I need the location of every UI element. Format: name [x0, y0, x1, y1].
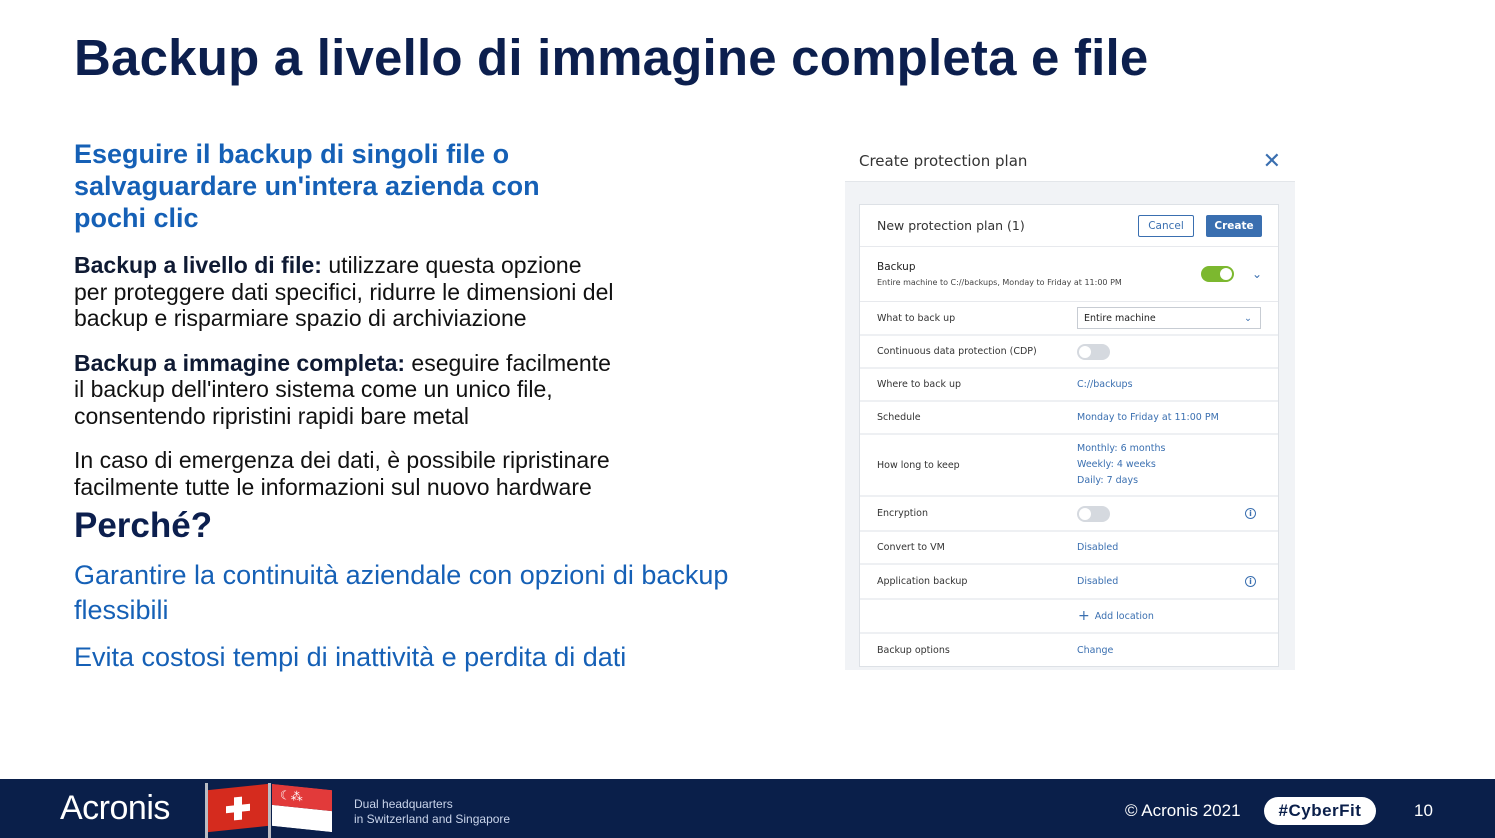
file-level-paragraph [74, 252, 614, 332]
swiss-flag-icon [208, 784, 268, 832]
convert-to-vm-link[interactable]: Disabled [1077, 542, 1119, 553]
row-label: Schedule [877, 412, 921, 423]
schedule-link[interactable]: Monday to Friday at 11:00 PM [1077, 412, 1219, 423]
row-label: What to back up [877, 312, 956, 324]
row-label: Convert to VM [877, 542, 945, 553]
backup-toggle[interactable] [1201, 266, 1234, 282]
row-label: Application backup [877, 576, 968, 587]
cdp-toggle[interactable] [1077, 344, 1110, 360]
singapore-flag-icon: ☾⁂ [272, 784, 332, 832]
image-level-paragraph [74, 350, 614, 430]
image-level-bold: Backup a immagine completa: [74, 349, 406, 376]
backup-section [860, 247, 1278, 302]
info-icon[interactable]: i [1245, 576, 1256, 587]
application-backup-row [860, 565, 1278, 600]
row-label: Where to back up [877, 379, 962, 390]
plan-header [860, 205, 1278, 247]
plan-card [859, 204, 1279, 667]
hq-line: Dual headquarters [354, 797, 453, 811]
row-label: Backup options [877, 644, 950, 656]
chevron-down-icon[interactable]: ⌄ [1251, 267, 1262, 281]
where-to-back-up-link[interactable]: C://backups [1077, 379, 1133, 390]
benefit-item: Evita costosi tempi di inattività e perdita di dati [74, 642, 627, 672]
create-protection-plan-dialog [845, 140, 1295, 670]
why-heading: Perché? [74, 506, 213, 545]
what-to-back-up-row [860, 302, 1278, 336]
backup-options-link[interactable]: Change [1077, 644, 1114, 656]
retention-monthly: Monthly: 6 months [1077, 443, 1166, 454]
plan-name[interactable]: New protection plan (1) [877, 218, 1025, 233]
row-label: Continuous data protection (CDP) [877, 346, 1037, 357]
dialog-header [845, 140, 1295, 182]
plus-icon: + [1078, 608, 1090, 624]
encryption-row [860, 497, 1278, 532]
image-level-text: eseguire facilmente il backup dell'intero sistema come un unico file, consentendo ripristini rapidi bare metal [74, 349, 611, 429]
left-column [74, 138, 794, 675]
retention-row [860, 435, 1278, 497]
slide-title: Backup a livello di immagine completa e file [74, 29, 1149, 86]
retention-link[interactable] [1077, 441, 1165, 489]
backup-section-description: Entire machine to C://backups, Monday to Friday at 11:00 PM [877, 278, 1122, 287]
headquarters-note [354, 797, 510, 827]
backup-section-title: Backup [877, 261, 916, 273]
hq-line: in Switzerland and Singapore [354, 812, 511, 826]
retention-weekly: Weekly: 4 weeks [1077, 459, 1156, 470]
info-icon[interactable]: i [1245, 508, 1256, 519]
add-location-label: Add location [1094, 610, 1154, 622]
create-button[interactable]: Create [1206, 215, 1262, 237]
add-location-button[interactable] [860, 600, 1278, 634]
acronis-logo: Acronis [60, 789, 170, 827]
file-level-text: utilizzare questa opzione per proteggere dati specifici, ridurre le dimensioni del backup e risparmiare spazio di archiviazione [74, 252, 614, 331]
what-to-back-up-select[interactable] [1077, 307, 1261, 329]
retention-daily: Daily: 7 days [1077, 475, 1139, 486]
close-icon[interactable]: ✕ [1262, 147, 1281, 173]
subheading: Eseguire il backup di singoli file o salvaguardare un'intera azienda con pochi clic [74, 139, 540, 233]
benefit-item: Garantire la continuità aziendale con opzioni di backup flessibili [74, 560, 729, 625]
row-label: Encryption [877, 508, 929, 519]
file-level-bold: Backup a livello di file: [74, 252, 322, 278]
where-to-back-up-row [860, 369, 1278, 402]
encryption-toggle[interactable] [1077, 506, 1110, 522]
copyright: © Acronis 2021 [1125, 801, 1241, 820]
row-label: How long to keep [877, 459, 960, 471]
chevron-down-icon: ⌄ [1244, 312, 1252, 324]
backup-options-row [860, 634, 1278, 666]
flag-pole [268, 783, 271, 838]
hashtag-badge: #CyberFit [1264, 797, 1376, 825]
page-number: 10 [1414, 801, 1433, 820]
emergency-paragraph: In caso di emergenza dei dati, è possibile ripristinare facilmente tutte le informazioni sul nuovo hardware [74, 447, 610, 500]
footer-bar [0, 779, 1495, 838]
cancel-button[interactable]: Cancel [1138, 215, 1194, 237]
convert-to-vm-row [860, 532, 1278, 565]
application-backup-link[interactable]: Disabled [1077, 576, 1119, 587]
select-value: Entire machine [1084, 312, 1156, 324]
cdp-row [860, 336, 1278, 369]
schedule-row [860, 402, 1278, 435]
dialog-title: Create protection plan [859, 151, 1028, 170]
